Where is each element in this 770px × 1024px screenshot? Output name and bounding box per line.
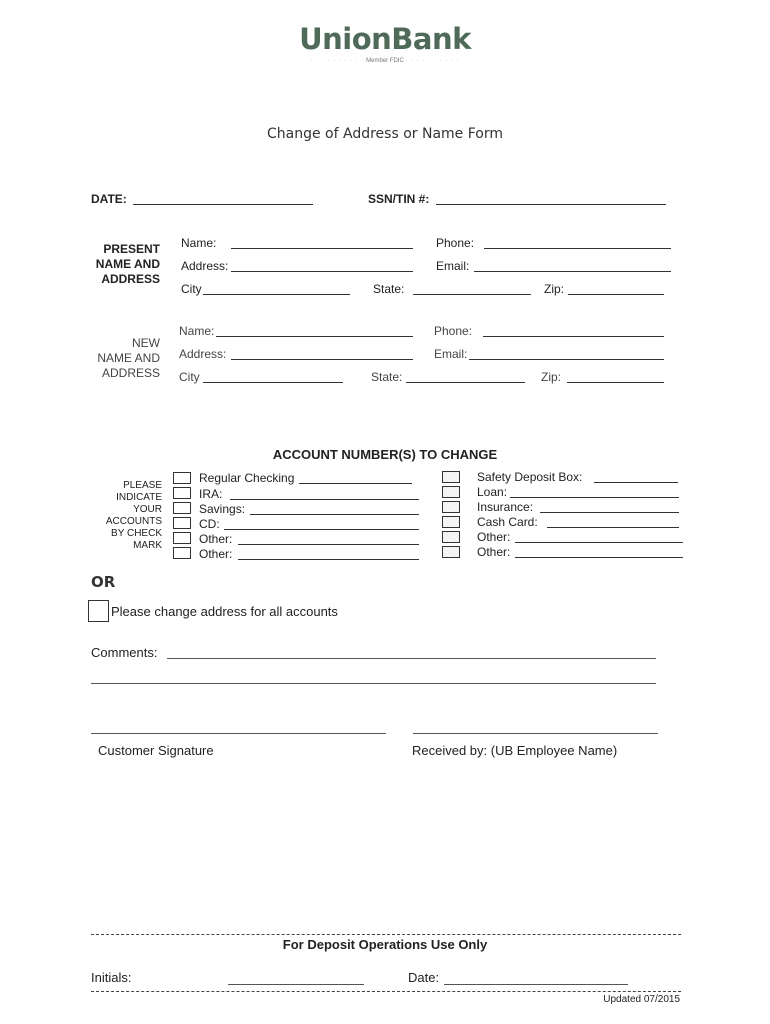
new-name-field[interactable] [216,336,413,337]
updated-date: Updated 07/2015 [603,994,680,1005]
new-phone-field[interactable] [483,336,664,337]
new-phone-label: Phone: [434,324,473,338]
new-state-field[interactable] [406,382,525,383]
regular-checking-field[interactable] [299,483,412,484]
checkbox-insurance[interactable] [442,501,460,513]
other-2-label: Other: [199,547,233,561]
bank-logo: UnionBank · · · · · · · · · · Member FDIC · · · · · · · · · · [0,22,770,64]
new-zip-label: Zip: [541,370,562,384]
savings-field[interactable] [250,514,419,515]
other-1-field[interactable] [238,544,419,545]
initials-field[interactable] [228,984,364,985]
checkbox-other-2[interactable] [173,547,191,559]
present-name-label: Name: [181,236,217,250]
present-city-field[interactable] [203,294,350,295]
present-phone-field[interactable] [484,248,671,249]
other-3-field[interactable] [515,542,683,543]
customer-signature-label: Customer Signature [98,743,214,758]
ops-date-label: Date: [408,970,440,985]
initials-label: Initials: [91,970,132,985]
ssn-field[interactable] [436,204,666,205]
checkbox-other-4[interactable] [442,546,460,558]
cd-field[interactable] [224,529,419,530]
new-city-field[interactable] [203,382,343,383]
or-label: OR [91,573,116,591]
checkbox-other-3[interactable] [442,531,460,543]
member-fdic-text: Member FDIC [366,58,404,64]
customer-signature-line[interactable] [91,733,386,734]
checkbox-cash-card[interactable] [442,516,460,528]
date-field[interactable] [133,204,313,205]
present-address-label: Address: [181,259,229,273]
present-address-field[interactable] [231,271,413,272]
new-city-label: City [179,370,200,384]
present-state-field[interactable] [413,294,531,295]
date-label: DATE: [91,192,127,206]
other-3-label: Other: [477,530,511,544]
checkbox-cd[interactable] [173,517,191,529]
safety-deposit-box-label: Safety Deposit Box: [477,470,583,484]
accounts-instruction: PLEASE INDICATE YOUR ACCOUNTS BY CHECK MARK [105,480,162,551]
ira-field[interactable] [230,499,419,500]
new-zip-field[interactable] [567,382,664,383]
cd-label: CD: [199,517,220,531]
comments-field-line-1[interactable] [167,658,656,659]
received-by-label: Received by: (UB Employee Name) [412,743,618,758]
cash-card-label: Cash Card: [477,515,538,529]
loan-field[interactable] [510,497,679,498]
new-address-label: Address: [179,347,227,361]
loan-label: Loan: [477,485,508,499]
new-address-field[interactable] [231,359,413,360]
footer-top-divider [91,934,681,935]
checkbox-ira[interactable] [173,487,191,499]
present-email-label: Email: [436,259,470,273]
new-email-label: Email: [434,347,468,361]
new-state-label: State: [371,370,403,384]
checkbox-savings[interactable] [173,502,191,514]
checkbox-regular-checking[interactable] [173,472,191,484]
bank-logo-text: UnionBank [299,22,471,56]
checkbox-other-1[interactable] [173,532,191,544]
other-4-label: Other: [477,545,511,559]
other-1-label: Other: [199,532,233,546]
checkbox-loan[interactable] [442,486,460,498]
new-section-label: NEW NAME AND ADDRESS [97,336,160,380]
regular-checking-label: Regular Checking [199,471,295,485]
accounts-heading: ACCOUNT NUMBER(S) TO CHANGE [272,447,498,462]
ira-label: IRA: [199,487,223,501]
safety-deposit-box-field[interactable] [594,482,678,483]
savings-label: Savings: [199,502,246,516]
insurance-field[interactable] [540,512,679,513]
present-name-field[interactable] [231,248,413,249]
checkbox-safety-deposit-box[interactable] [442,471,460,483]
insurance-label: Insurance: [477,500,534,514]
present-city-label: City [181,282,202,296]
present-section-label: PRESENT NAME AND ADDRESS [95,242,160,286]
present-zip-label: Zip: [544,282,565,296]
checkbox-all-accounts[interactable] [88,600,109,622]
form-title: Change of Address or Name Form [267,126,503,142]
ops-heading: For Deposit Operations Use Only [282,937,488,952]
present-email-field[interactable] [474,271,671,272]
received-by-line[interactable] [413,733,658,734]
comments-field-line-2[interactable] [91,683,656,684]
cash-card-field[interactable] [547,527,679,528]
new-name-label: Name: [179,324,215,338]
all-accounts-label: Please change address for all accounts [111,604,338,619]
new-email-field[interactable] [469,359,664,360]
present-phone-label: Phone: [436,236,475,250]
other-2-field[interactable] [238,559,419,560]
comments-label: Comments: [91,645,158,660]
present-state-label: State: [373,282,405,296]
present-zip-field[interactable] [568,294,664,295]
other-4-field[interactable] [515,557,683,558]
ops-date-field[interactable] [444,984,628,985]
ssn-label: SSN/TIN #: [368,192,430,206]
footer-bottom-divider [91,991,681,992]
